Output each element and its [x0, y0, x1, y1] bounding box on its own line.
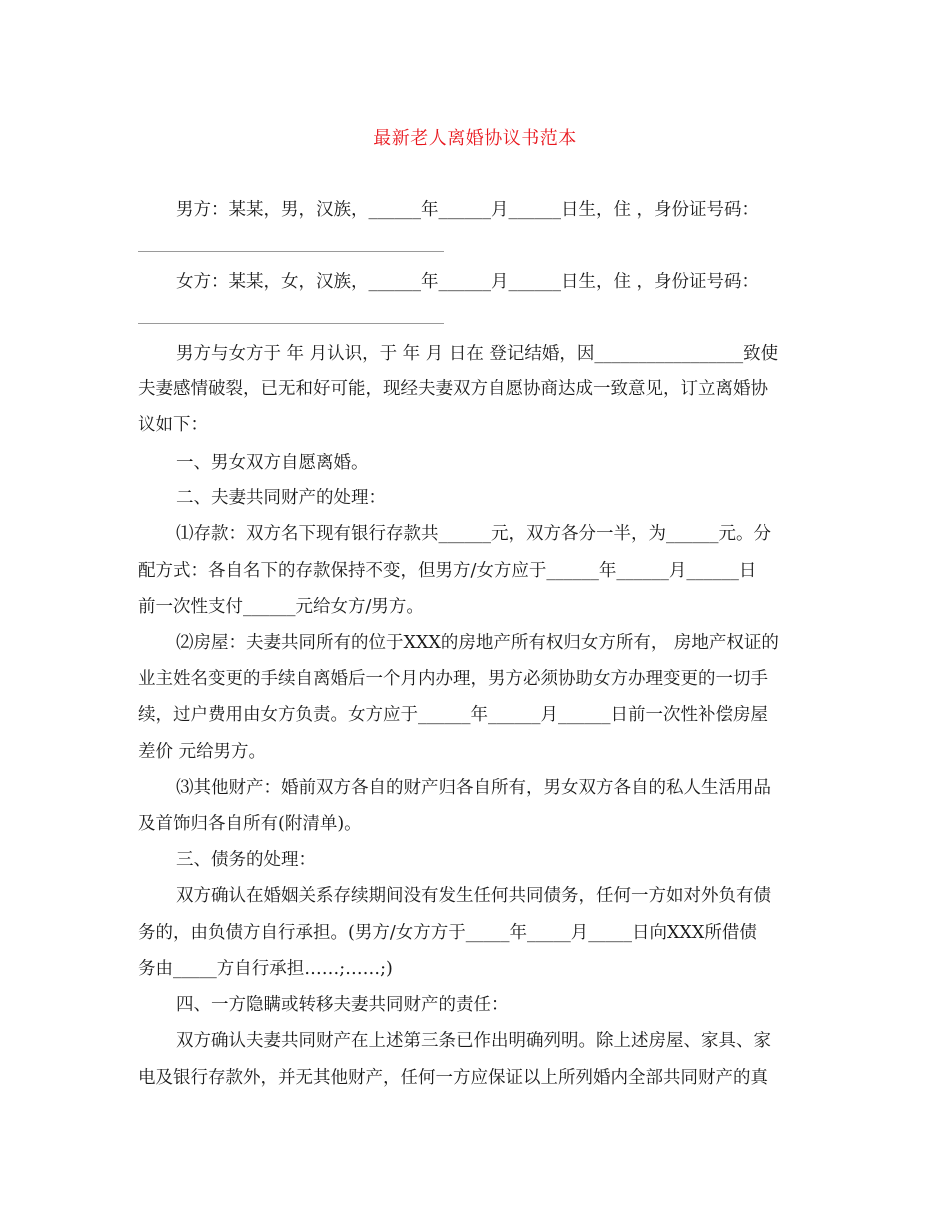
body-line: 电及银行存款外，并无其他财产，任何一方应保证以上所列婚内全部共同财产的真: [138, 1068, 768, 1088]
body-line: 务的，由负债方自行承担。(男方/女方方于_____年_____月_____日向XXX所借债: [138, 923, 757, 943]
body-line: ⑵房屋：夫妻共同所有的位于XXX的房地产所有权归女方所有， 房地产权证的: [176, 633, 779, 653]
body-line: ⑶其他财产：婚前双方各自的财产归各自所有，男女双方各自的私人生活用品: [176, 778, 771, 798]
section-heading: 四、一方隐瞒或转移夫妻共同财产的责任：: [176, 995, 509, 1015]
body-line: 双方确认夫妻共同财产在上述第三条已作出明确列明。除上述房屋、家具、家: [176, 1031, 771, 1051]
body-line: ⑴存款：双方名下现有银行存款共______元，双方各分一半，为______元。分: [176, 524, 771, 544]
female-party-line: 女方：某某，女，汉族，______年______月______日生，住 ，身份证号码：: [176, 272, 760, 292]
section-heading: 一、男女双方自愿离婚。: [176, 453, 369, 473]
body-line: 男方与女方于 年 月认识，于 年 月 日在 登记结婚，因_________________致使: [176, 344, 779, 364]
body-line: 及首饰归各自所有(附清单)。: [138, 814, 362, 834]
body-line: 差价 元给男方。: [138, 742, 267, 762]
male-party-line: 男方：某某，男，汉族，______年______月______日生，住 ，身份证号码：: [176, 200, 760, 220]
body-line: 配方式：各自名下的存款保持不变，但男方/女方应于______年______月______日: [138, 561, 757, 581]
body-line: 双方确认在婚姻关系存续期间没有发生任何共同债务，任何一方如对外负有债: [176, 886, 771, 906]
body-line: 业主姓名变更的手续自离婚后一个月内办理，男方必须协助女方办理变更的一切手: [138, 669, 768, 689]
section-heading: 三、债务的处理：: [176, 850, 316, 870]
document-title: 最新老人离婚协议书范本: [373, 128, 577, 149]
body-line: 前一次性支付______元给女方/男方。: [138, 597, 424, 617]
body-line: 务由_____方自行承担……;……;): [138, 959, 393, 979]
male-id-blank-rule: [138, 251, 444, 252]
section-heading: 二、夫妻共同财产的处理：: [176, 488, 386, 508]
female-id-blank-rule: [138, 323, 444, 324]
body-line: 夫妻感情破裂，已无和好可能，现经夫妻双方自愿协商达成一致意见，订立离婚协: [138, 379, 768, 399]
body-line: 议如下：: [138, 415, 208, 435]
body-line: 续，过户费用由女方负责。女方应于______年______月______日前一次性补偿房屋: [138, 705, 768, 725]
